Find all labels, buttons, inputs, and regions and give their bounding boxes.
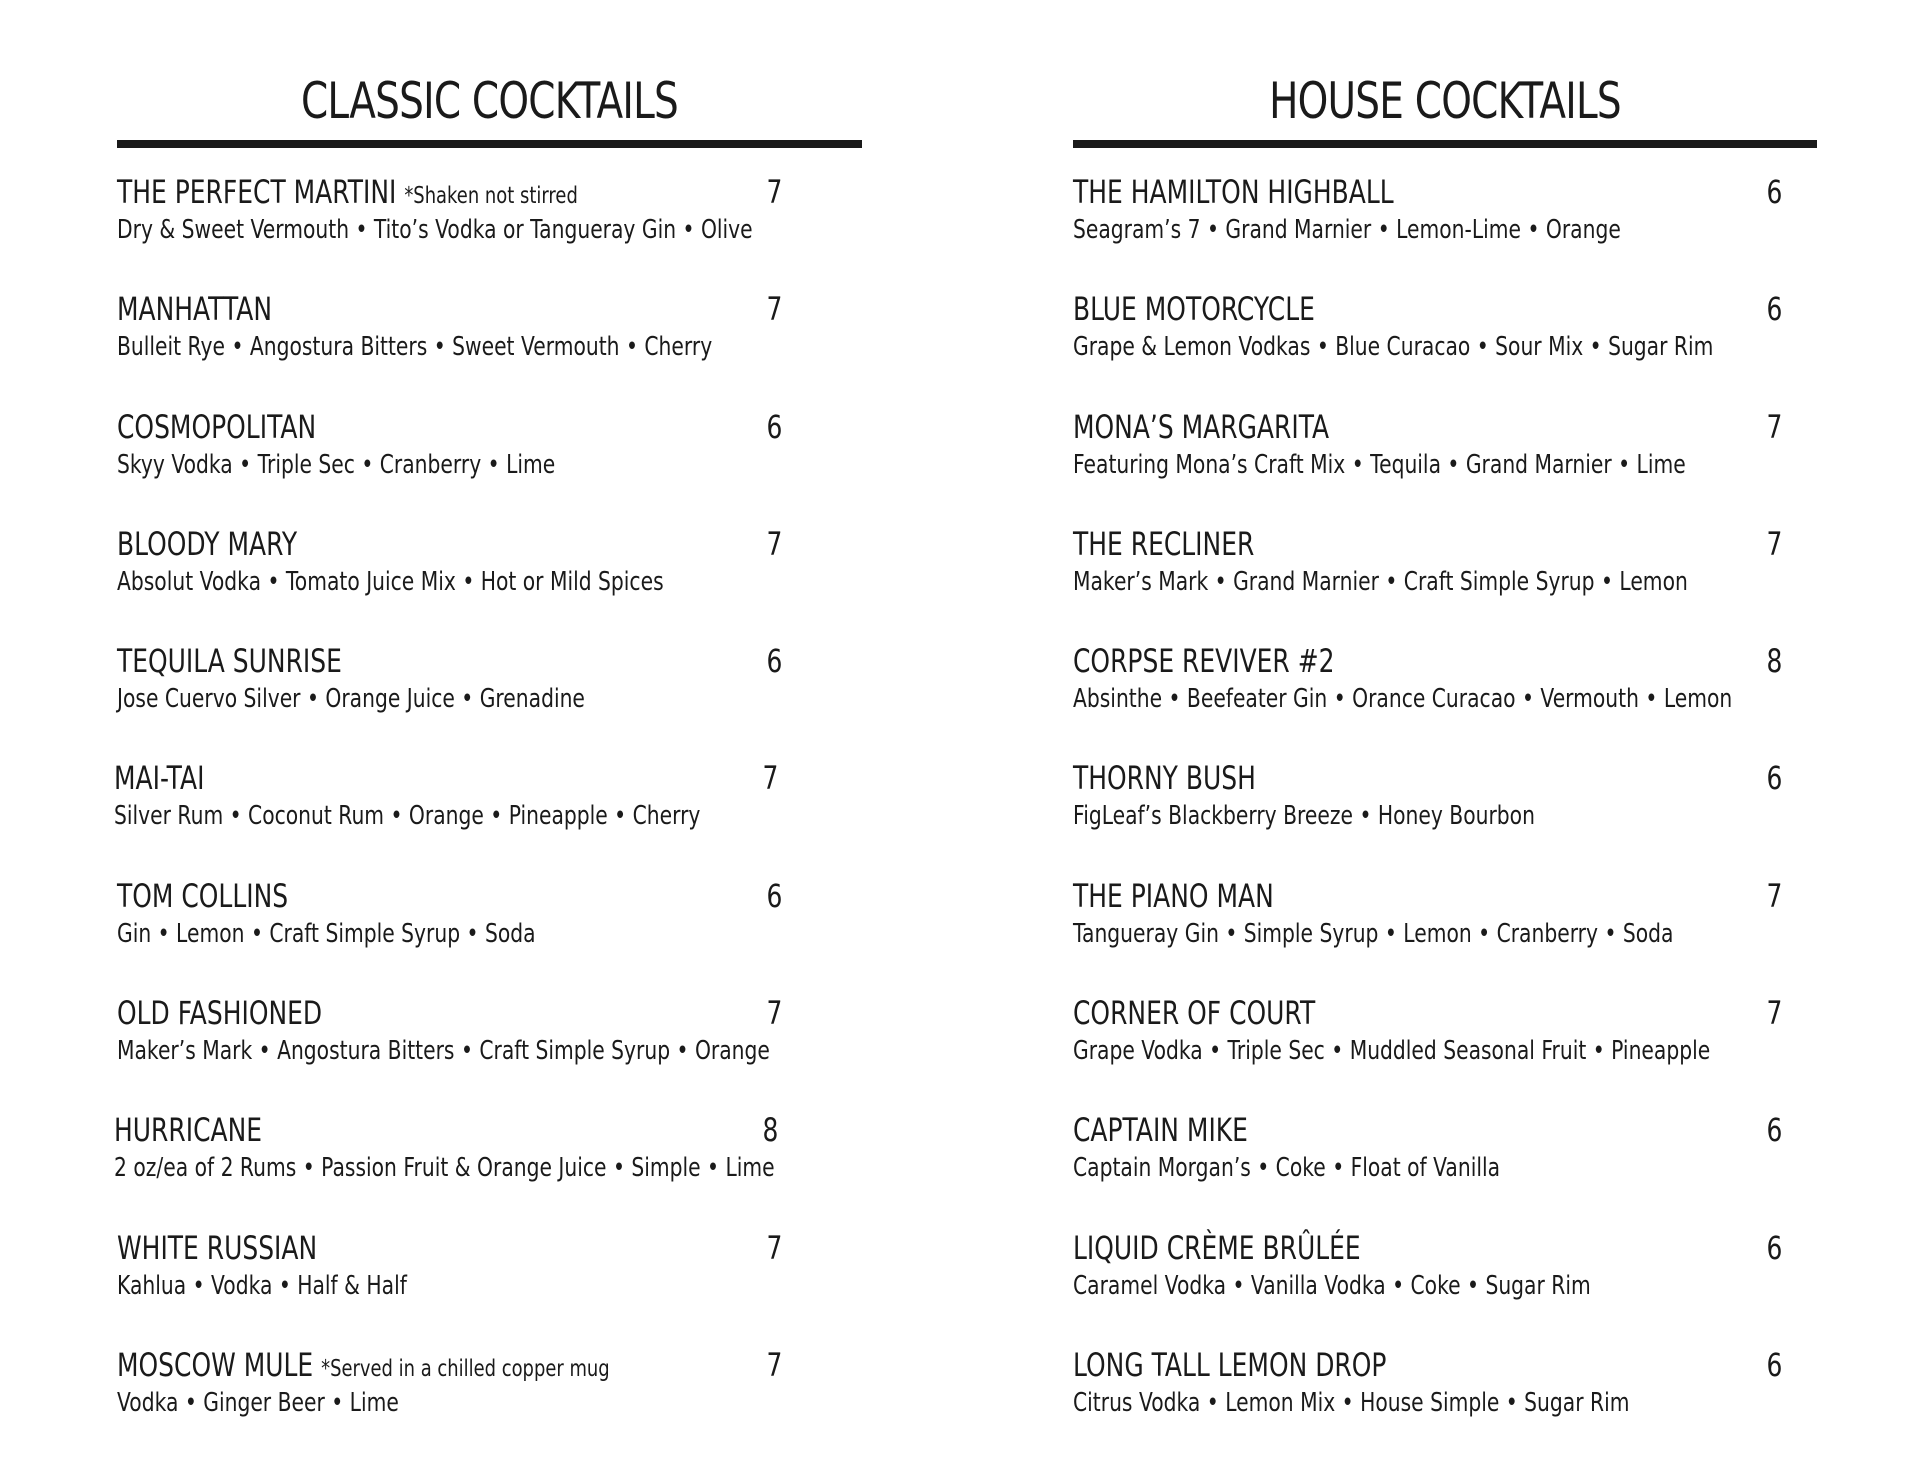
item-name: THORNY BUSH [1073,759,1256,798]
item-description: Vodka • Ginger Beer • Lime [117,1387,399,1418]
menu-item [1073,1226,1817,1343]
menu-item [117,287,862,404]
menu-item [1073,1343,1817,1460]
menu-item [117,170,862,287]
item-price: 7 [1766,407,1782,446]
item-price: 6 [766,407,782,446]
item-price: 7 [766,994,782,1033]
menu-item [114,756,862,873]
item-name: WHITE RUSSIAN [117,1228,318,1267]
item-list [1073,170,1817,1460]
menu-item [117,405,862,522]
item-description: Silver Rum • Coconut Rum • Orange • Pineapple • Cherry [114,801,701,832]
item-price: 7 [766,524,782,563]
item-price: 6 [766,876,782,915]
item-price: 6 [1766,1345,1782,1384]
menu-item [117,1226,862,1343]
item-name-line [117,170,578,218]
item-name: TEQUILA SUNRISE [117,642,342,681]
item-name: OLD FASHIONED [117,994,323,1033]
item-description: Caramel Vodka • Vanilla Vodka • Coke • Sugar Rim [1073,1270,1591,1301]
item-name: THE PERFECT MARTINI [117,173,397,211]
item-description: Captain Morgan’s • Coke • Float of Vanilla [1073,1153,1501,1184]
menu-item [1073,991,1817,1108]
item-price: 7 [766,1228,782,1267]
item-description: Absinthe • Beefeater Gin • Orance Curacao • Vermouth • Lemon [1073,684,1733,715]
item-note: *Shaken not stirred [404,183,578,209]
item-description: Jose Cuervo Silver • Orange Juice • Grenadine [117,684,585,715]
menu-item [117,639,862,756]
item-name: CAPTAIN MIKE [1073,1111,1248,1150]
item-name: HURRICANE [114,1111,263,1150]
item-name: THE RECLINER [1073,524,1255,563]
item-description: Gin • Lemon • Craft Simple Syrup • Soda [117,918,536,949]
section-title: HOUSE COCKTAILS [1269,72,1621,130]
menu-item [1073,1108,1817,1225]
item-price: 6 [766,642,782,681]
item-description: FigLeaf’s Blackberry Breeze • Honey Bourbon [1073,801,1535,832]
menu-item [1073,170,1817,287]
item-description: Kahlua • Vodka • Half & Half [117,1270,407,1301]
section-title: CLASSIC COCKTAILS [300,72,679,130]
menu-item [1073,756,1817,873]
menu-item [117,522,862,639]
item-description: Bulleit Rye • Angostura Bitters • Sweet Vermouth • Cherry [117,332,713,363]
item-name: BLOODY MARY [117,524,298,563]
item-name: TOM COLLINS [117,876,289,915]
item-description: Grape & Lemon Vodkas • Blue Curacao • Sour Mix • Sugar Rim [1073,332,1714,363]
menu-item [117,991,862,1108]
item-price: 8 [762,1111,778,1150]
item-list [114,170,862,1460]
item-description: Skyy Vodka • Triple Sec • Cranberry • Lime [117,449,556,480]
menu-item [1073,405,1817,522]
item-name: MANHATTAN [117,290,273,329]
item-description: Featuring Mona’s Craft Mix • Tequila • Grand Marnier • Lime [1073,449,1686,480]
item-description: Seagram’s 7 • Grand Marnier • Lemon-Lime • Orange [1073,215,1621,245]
item-name: MONA’S MARGARITA [1073,407,1330,446]
menu-item [114,1108,862,1225]
item-description: Dry & Sweet Vermouth • Tito’s Vodka or Tangueray Gin • Olive [117,215,753,245]
item-name: THE HAMILTON HIGHBALL [1073,173,1394,211]
item-description: Maker’s Mark • Grand Marnier • Craft Simple Syrup • Lemon [1073,566,1688,597]
item-name-line [117,1343,610,1391]
item-price: 7 [766,173,782,211]
item-name: BLUE MOTORCYCLE [1073,290,1315,329]
item-price: 6 [1766,290,1782,329]
item-price: 7 [766,290,782,329]
item-name: MOSCOW MULE [117,1345,314,1384]
item-name: MAI-TAI [114,759,205,798]
item-description: 2 oz/ea of 2 Rums • Passion Fruit & Orange Juice • Simple • Lime [114,1153,775,1184]
menu-item [1073,874,1817,991]
item-price: 6 [1766,173,1782,211]
menu-item [117,1343,862,1460]
item-price: 7 [766,1345,782,1384]
item-price: 8 [1766,642,1782,681]
item-price: 6 [1766,759,1782,798]
item-name: CORNER OF COURT [1073,994,1316,1033]
item-name: LIQUID CRÈME BRÛLÉE [1073,1228,1361,1267]
item-description: Tangueray Gin • Simple Syrup • Lemon • Cranberry • Soda [1073,918,1674,949]
item-price: 7 [762,759,778,798]
item-description: Maker’s Mark • Angostura Bitters • Craft Simple Syrup • Orange [117,1036,770,1067]
menu-item [1073,639,1817,756]
item-name: THE PIANO MAN [1073,876,1274,915]
item-price: 6 [1766,1111,1782,1150]
item-price: 7 [1766,994,1782,1033]
title-divider [1073,140,1817,148]
item-description: Grape Vodka • Triple Sec • Muddled Seasonal Fruit • Pineapple [1073,1036,1711,1067]
title-divider [117,140,862,148]
item-name: COSMOPOLITAN [117,407,317,446]
item-name: LONG TALL LEMON DROP [1073,1345,1387,1384]
menu-item [1073,522,1817,639]
item-price: 6 [1766,1228,1782,1267]
item-name: CORPSE REVIVER #2 [1073,642,1335,681]
item-note: *Served in a chilled copper mug [321,1355,610,1382]
menu-item [117,874,862,991]
menu-item [1073,287,1817,404]
item-description: Citrus Vodka • Lemon Mix • House Simple • Sugar Rim [1073,1387,1630,1418]
item-price: 7 [1766,524,1782,563]
item-price: 7 [1766,876,1782,915]
item-description: Absolut Vodka • Tomato Juice Mix • Hot or Mild Spices [117,566,664,597]
